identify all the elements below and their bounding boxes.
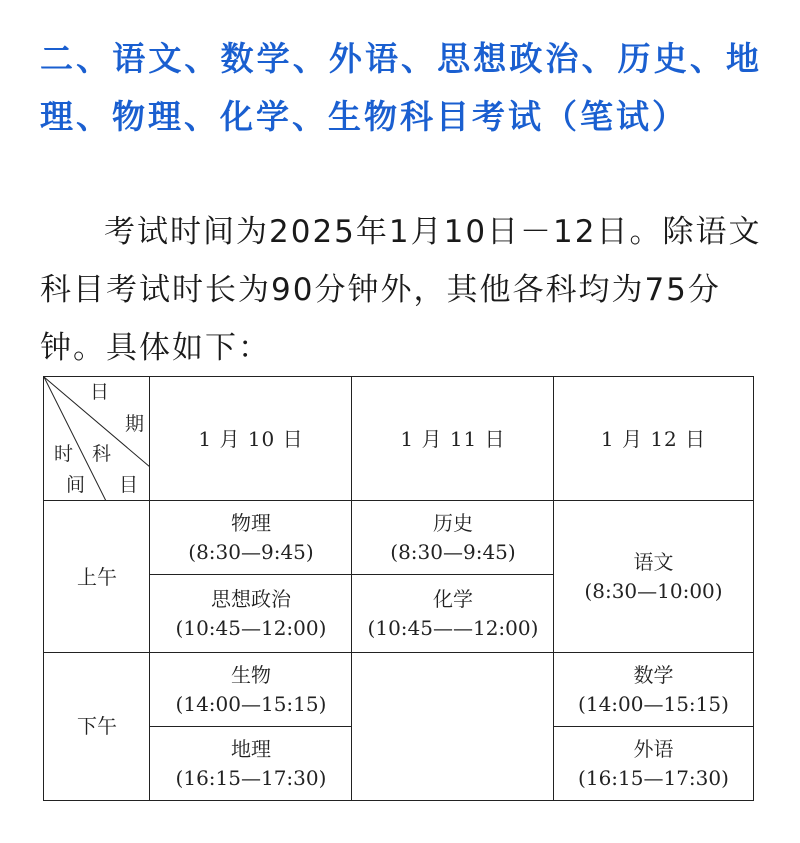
exam-subject: 地理	[231, 736, 271, 761]
grid-vline-3	[553, 377, 554, 800]
grid-hline-header	[44, 500, 753, 501]
exam-cell-math	[554, 653, 753, 727]
exam-cell-chinese	[554, 501, 753, 653]
corner-subject-char-2: 目	[119, 474, 139, 496]
exam-subject: 外语	[633, 736, 674, 761]
exam-time: (8:30—10:00)	[584, 579, 723, 603]
exam-cell-foreign-language	[554, 727, 753, 800]
grid-hline-d10-pm	[150, 726, 352, 727]
exam-time: (8:30—9:45)	[188, 540, 314, 564]
exam-cell-empty	[352, 653, 554, 800]
exam-subject: 生物	[231, 663, 271, 687]
exam-schedule-table	[43, 376, 754, 801]
date-header-jan-12: 1 月 12 日	[600, 426, 707, 451]
exam-time: (14:00—15:15)	[175, 692, 327, 716]
intro-paragraph: 考试时间为2025年1月10日－12日。除语文科目考试时长为90分钟外，其他各科均为75分钟。具体如下：	[40, 214, 762, 366]
grid-hline-midday	[44, 652, 753, 653]
exam-subject: 思想政治	[211, 587, 291, 611]
exam-subject: 历史	[433, 511, 473, 535]
exam-subject: 化学	[433, 587, 473, 611]
exam-cell-physics	[150, 501, 352, 575]
corner-subject-char-1: 科	[92, 443, 112, 465]
exam-time: (16:15—17:30)	[578, 765, 729, 790]
exam-time: (14:00—15:15)	[578, 692, 729, 716]
period-afternoon: 下午	[77, 714, 117, 738]
grid-hline-d12-pm	[554, 726, 753, 727]
exam-time: (8:30—9:45)	[390, 540, 516, 564]
exam-cell-history	[352, 501, 554, 575]
date-header-jan-11: 1 月 11 日	[400, 426, 506, 451]
corner-time-char-1: 时	[54, 443, 74, 465]
exam-time: (16:15—17:30)	[175, 765, 327, 790]
exam-time: (10:45—12:00)	[175, 616, 327, 640]
exam-cell-politics	[150, 575, 352, 653]
exam-cell-geography	[150, 727, 352, 800]
exam-subject: 数学	[633, 663, 674, 687]
exam-cell-biology	[150, 653, 352, 727]
corner-time-char-2: 间	[66, 474, 86, 496]
section-heading: 二、语文、数学、外语、思想政治、历史、地理、物理、化学、生物科目考试（笔试）	[40, 39, 762, 136]
exam-time: (10:45——12:00)	[367, 616, 539, 640]
date-header-jan-10: 1 月 10 日	[198, 426, 304, 451]
corner-date-char-1: 日	[90, 381, 110, 403]
grid-hline-d10-am	[150, 574, 554, 575]
exam-subject: 语文	[633, 550, 674, 574]
table-corner-header	[44, 377, 150, 501]
corner-date-char-2: 期	[125, 413, 145, 435]
exam-subject: 物理	[231, 511, 271, 535]
exam-cell-chemistry	[352, 575, 554, 653]
grid-vline-1	[149, 377, 150, 800]
period-morning: 上午	[77, 564, 117, 589]
grid-vline-2	[351, 377, 352, 800]
